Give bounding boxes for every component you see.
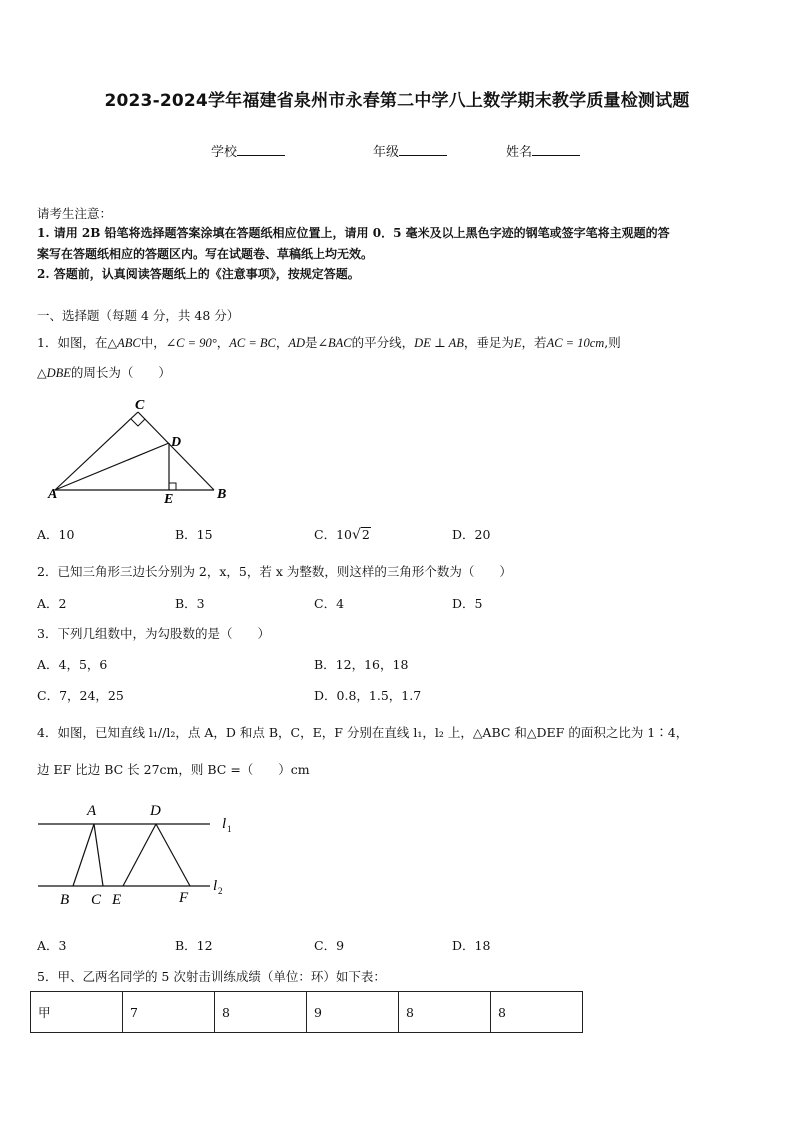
q1-text-2: 中， — [140, 335, 166, 350]
table-cell: 甲 — [31, 992, 123, 1033]
q4-label-l1: l — [222, 816, 227, 832]
section-1-heading: 一、选择题（每题 4 分，共 48 分） — [37, 308, 240, 323]
q1-right-angle-e — [169, 483, 176, 490]
table-row — [31, 992, 583, 1033]
q1-option-c-radicand: 2 — [361, 527, 370, 542]
school-field — [211, 141, 285, 160]
q5-stem: 5．甲、乙两名同学的 5 次射击训练成绩（单位：环）如下表： — [37, 969, 386, 984]
table-cell: 8 — [491, 992, 583, 1033]
name-blank — [532, 143, 580, 156]
table-cell: 8 — [215, 992, 307, 1033]
q1-math-triangle: △ABC — [107, 336, 141, 350]
q4-label-c: C — [91, 892, 102, 908]
q4-label-l1-subscript: 1 — [227, 824, 232, 834]
q2-stem: 2．已知三角形三边长分别为 2，x，5，若 x 为整数，则这样的三角形个数为（ ） — [37, 564, 512, 579]
notice-line-2: 2. 答题前，认真阅读答题纸上的《注意事项》，按规定答题。 — [37, 267, 360, 281]
q1-math-ac-length: AC = 10cm — [546, 336, 605, 350]
q1-option-a[interactable]: A．10 — [37, 527, 75, 542]
q4-label-l2-subscript: 2 — [218, 886, 223, 896]
q3-option-c[interactable]: C．7，24，25 — [37, 688, 124, 703]
name-label: 姓名 — [506, 145, 533, 160]
school-label: 学校 — [211, 145, 238, 160]
q1-segment-ac — [55, 412, 138, 490]
q2-option-c[interactable]: C．4 — [314, 596, 345, 611]
radical-icon: √ — [351, 527, 361, 543]
q1-text-4: ， — [275, 335, 289, 350]
q1-option-c[interactable] — [314, 525, 371, 543]
q1-math-dbe: △DBE — [37, 366, 71, 380]
q1-label-d: D — [171, 435, 182, 450]
q1-label-e: E — [164, 492, 174, 505]
q4-segment-df — [156, 824, 190, 886]
q1-math-e: E — [513, 336, 522, 350]
q5-score-table — [30, 991, 583, 1033]
q4-label-e: E — [112, 892, 122, 908]
notice-line-1b: 案写在答题纸相应的答题区内。写在试题卷、草稿纸上均无效。 — [37, 247, 374, 261]
q1-math-angle-c: ∠C = 90° — [165, 336, 217, 350]
q1-math-de-perp-ab: DE ⊥ AB — [414, 336, 464, 350]
q4-segment-ac — [94, 824, 103, 886]
table-cell: 9 — [307, 992, 399, 1033]
q4-option-a[interactable]: A．3 — [37, 938, 67, 953]
q4-stem-line-2: 边 EF 比边 BC 长 27cm，则 BC =（ ）cm — [37, 762, 310, 777]
q1-math-ac-bc: AC = BC — [229, 336, 276, 350]
q1-right-angle-c — [131, 419, 145, 426]
q1-stem-line-2 — [37, 363, 171, 381]
q1-text-1: 1．如图，在 — [37, 335, 108, 350]
q1-option-c-coefficient: C．10 — [314, 527, 352, 542]
table-cell: 7 — [123, 992, 215, 1033]
q2-option-d[interactable]: D．5 — [452, 596, 483, 611]
q4-label-f: F — [179, 890, 189, 906]
q1-option-d[interactable]: D．20 — [452, 527, 491, 542]
notice-heading: 请考生注意： — [37, 206, 113, 221]
notice-line-1a: 1. 请用 2B 铅笔将选择题答案涂填在答题纸相应位置上，请用 0．5 毫米及以上黑色字迹的钢笔或签字笔将主观题的答 — [37, 226, 670, 240]
q4-parallel-lines-figure — [30, 795, 250, 910]
q1-text-10: 的周长为（ ） — [70, 365, 171, 380]
q1-text-5: 是 — [305, 335, 318, 350]
q4-option-c[interactable]: C．9 — [314, 938, 345, 953]
q4-segment-de — [123, 824, 156, 886]
q1-label-c: C — [135, 398, 145, 413]
q1-label-b: B — [217, 487, 227, 502]
q4-option-d[interactable]: D．18 — [452, 938, 491, 953]
q1-text-9: ,则 — [604, 335, 621, 350]
q1-text-3: ， — [216, 335, 230, 350]
q1-segment-ad — [55, 443, 169, 490]
page-title: 2023-2024学年福建省泉州市永春第二中学八上数学期末教学质量检测试题 — [104, 91, 690, 111]
q2-option-a[interactable]: A．2 — [37, 596, 67, 611]
q1-math-ad: AD — [288, 336, 306, 350]
q1-text-7: ，垂足为 — [463, 335, 514, 350]
q1-label-a: A — [48, 487, 58, 502]
q1-triangle-figure — [40, 395, 240, 505]
q4-stem-line-1: 4．如图，已知直线 l₁//l₂，点 A，D 和点 B，C，E，F 分别在直线 l₁，l₂ 上，△ABC 和△DEF 的面积之比为 1∶4， — [37, 725, 689, 740]
q4-label-d: D — [150, 803, 161, 819]
grade-blank — [399, 143, 447, 156]
name-field — [506, 141, 580, 160]
q3-option-b[interactable]: B．12，16，18 — [314, 657, 409, 672]
q4-label-l2: l — [213, 878, 218, 894]
q4-label-b: B — [60, 892, 70, 908]
q4-segment-ab — [73, 824, 94, 886]
grade-label: 年级 — [373, 145, 400, 160]
q1-math-angle-bac: ∠BAC — [317, 336, 352, 350]
q1-stem-line-1 — [37, 333, 621, 351]
q4-option-b[interactable]: B．12 — [175, 938, 213, 953]
q1-text-8: ，若 — [521, 335, 547, 350]
school-blank — [237, 143, 285, 156]
q3-stem: 3．下列几组数中，为勾股数的是（ ） — [37, 626, 270, 641]
q3-option-a[interactable]: A．4，5，6 — [37, 657, 108, 672]
grade-field — [373, 141, 447, 160]
q1-option-b[interactable]: B．15 — [175, 527, 213, 542]
q2-option-b[interactable]: B．3 — [175, 596, 205, 611]
q4-label-a: A — [87, 803, 97, 819]
q3-option-d[interactable]: D．0.8，1.5，1.7 — [314, 688, 422, 703]
q1-text-6: 的平分线， — [351, 335, 415, 350]
table-cell: 8 — [399, 992, 491, 1033]
